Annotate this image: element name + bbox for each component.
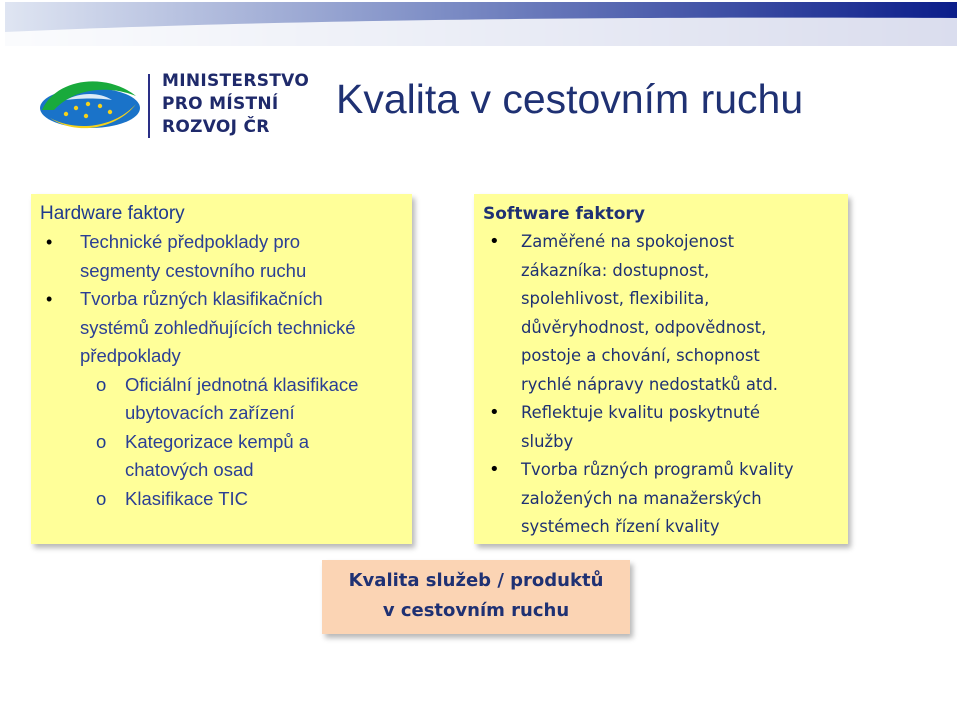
item-line: spolehlivost, flexibilita, (521, 289, 710, 308)
item-line: Tvorba různých klasifikačních (80, 288, 323, 309)
ministry-name (162, 70, 309, 139)
software-list (483, 228, 848, 542)
bullet-icon: • (46, 289, 53, 309)
hardware-factors-box (31, 194, 412, 544)
slide-title: Kvalita v cestovním ruchu (336, 76, 804, 122)
bottom-line: Kvalita služeb / produktů (348, 570, 604, 591)
software-heading: Software faktory (483, 204, 645, 224)
item-line: Tvorba různých programů kvality (521, 460, 794, 479)
sub-bullet-icon: o (96, 373, 107, 395)
item-line: chatových osad (125, 459, 254, 480)
item-line: založených na manažerských (521, 488, 762, 508)
hardware-list (40, 228, 412, 371)
item-line: systémech řízení kvality (521, 517, 720, 536)
item-line: Oficiální jednotná klasifikace (125, 373, 359, 395)
sub-bullet-icon: o (96, 430, 107, 452)
bullet-icon: • (489, 459, 500, 480)
hardware-sublist (40, 371, 412, 514)
bullet-icon: • (489, 402, 500, 423)
ministry-logo-icon (36, 70, 140, 144)
bullet-icon: • (489, 231, 500, 252)
sub-bullet-icon: o (96, 487, 107, 509)
bottom-line: v cestovním ruchu (382, 600, 570, 621)
item-line: segmenty cestovního ruchu (80, 259, 307, 281)
item-line: systémů zohledňujících technické (80, 316, 356, 338)
item-line: důvěryhodnost, odpovědnost, (521, 317, 767, 337)
ministry-line: PRO MÍSTNÍ (162, 94, 279, 114)
item-line: Kategorizace kempů a (125, 430, 310, 452)
item-line: služby (521, 431, 574, 451)
sublist-item (40, 485, 412, 514)
item-line: Klasifikace TIC (125, 487, 249, 509)
sublist-item (40, 428, 412, 485)
sublist-item (40, 371, 412, 428)
item-line: Zaměřené na spokojenost (521, 232, 735, 251)
item-line: ubytovacích zařízení (125, 402, 295, 423)
ministry-line: MINISTERSTVO (162, 71, 310, 91)
item-line: zákazníka: dostupnost, (521, 260, 710, 280)
item-line: Reflektuje kvalitu poskytnuté (521, 403, 760, 422)
software-factors-box (474, 194, 848, 544)
ministry-line: ROZVOJ ČR (162, 117, 270, 137)
item-line: rychlé nápravy nedostatků atd. (521, 374, 778, 394)
list-item (483, 399, 848, 456)
service-quality-box (322, 560, 630, 634)
list-item (483, 228, 848, 399)
item-line: Technické předpoklady pro (80, 231, 301, 252)
bullet-icon: • (46, 232, 53, 252)
item-line: předpoklady (80, 345, 181, 366)
hardware-heading: Hardware faktory (40, 203, 185, 224)
logo-divider (148, 74, 150, 138)
list-item (40, 285, 412, 371)
item-line: postoje a chování, schopnost (521, 346, 760, 365)
list-item (483, 456, 848, 542)
header-gradient-band (5, 2, 957, 46)
list-item (40, 228, 412, 285)
